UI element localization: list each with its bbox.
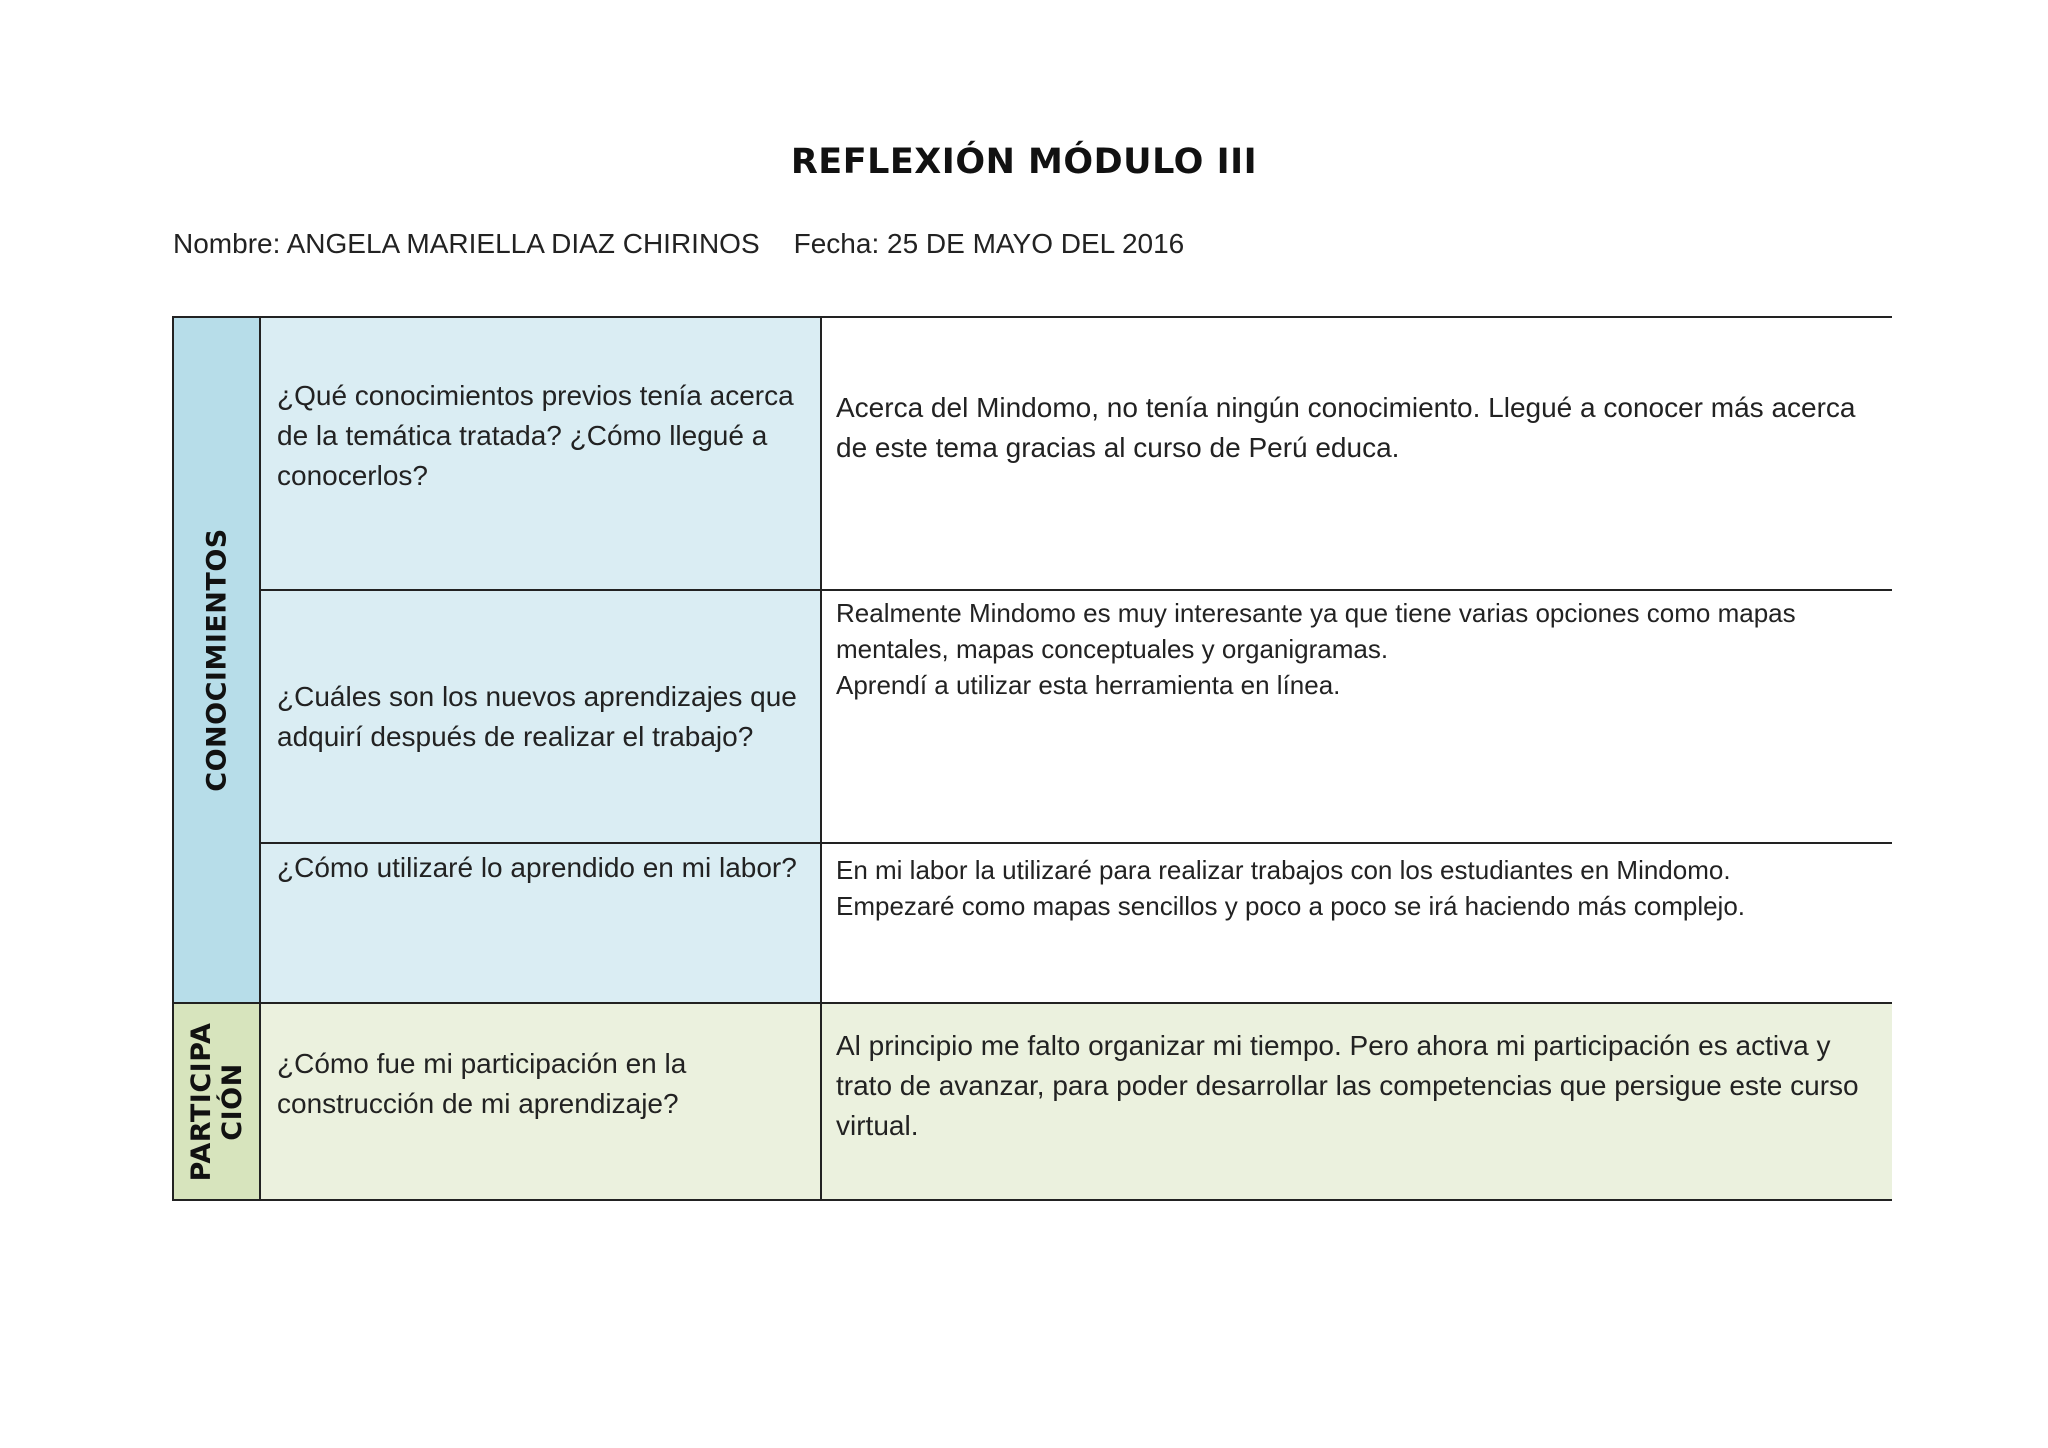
document-title: REFLEXIÓN MÓDULO III — [790, 142, 1258, 182]
answer-text-3b: Empezaré como mapas sencillos y poco a poco se irá haciendo más complejo. — [836, 891, 1746, 921]
answer-cell-2 — [822, 591, 1892, 842]
answer-text-2b: Aprendí a utilizar esta herramienta en línea. — [836, 670, 1341, 700]
section-label-conocimientos — [174, 318, 259, 1002]
question-text-3: ¿Cómo utilizaré lo aprendido en mi labor? — [277, 852, 797, 883]
answer-text-4: Al principio me falto organizar mi tiempo. Pero ahora mi participación es activa y trato de avanzar, para poder desarrollar las competencias que persigue este curso virtual. — [836, 1030, 1859, 1141]
participacion-label-line2: CIÓN — [216, 1062, 248, 1141]
question-cell-1 — [261, 318, 820, 589]
answer-cell-1 — [822, 318, 1892, 589]
answer-text-1: Acerca del Mindomo, no tenía ningún conocimiento. Llegué a conocer más acerca de este tema gracias al curso de Perú educa. — [836, 392, 1856, 463]
section-label-participacion — [174, 1004, 259, 1199]
document-date: Fecha: 25 DE MAYO DEL 2016 — [793, 228, 1185, 259]
question-cell-4 — [261, 1004, 820, 1199]
answer-cell-3 — [822, 844, 1892, 1002]
header-info — [173, 228, 1184, 260]
answer-text-3a: En mi labor la utilizaré para realizar trabajos con los estudiantes en Mindomo. — [836, 855, 1731, 885]
participacion-label-line1: PARTICIPA — [185, 1022, 217, 1181]
question-cell-3 — [261, 844, 820, 1002]
answer-text-2a: Realmente Mindomo es muy interesante ya que tiene varias opciones como mapas mentales, mapas conceptuales y organigramas. — [836, 598, 1796, 664]
reflection-table — [172, 316, 1892, 1201]
question-cell-2 — [261, 591, 820, 842]
question-text-4: ¿Cómo fue mi participación en la construcción de mi aprendizaje? — [277, 1048, 687, 1119]
answer-cell-4 — [822, 1004, 1892, 1199]
participacion-label — [186, 1022, 248, 1181]
student-name: Nombre: ANGELA MARIELLA DIAZ CHIRINOS — [173, 228, 760, 259]
question-text-2: ¿Cuáles son los nuevos aprendizajes que adquirí después de realizar el trabajo? — [277, 680, 797, 752]
conocimientos-label: CONOCIMIENTOS — [201, 528, 232, 792]
question-text-1: ¿Qué conocimientos previos tenía acerca de la temática tratada? ¿Cómo llegué a conocerlos? — [277, 380, 794, 491]
